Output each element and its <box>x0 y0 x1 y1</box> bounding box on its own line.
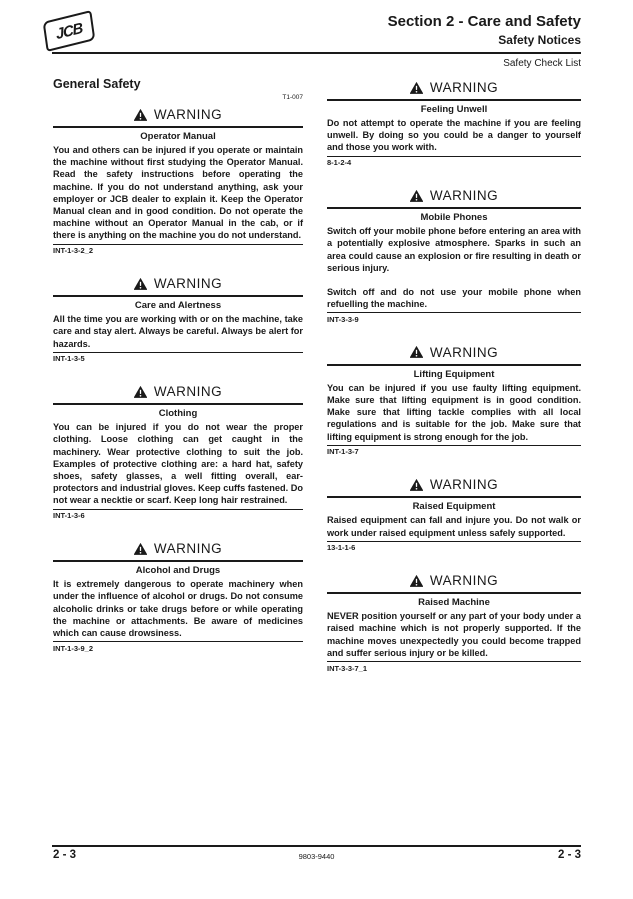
breadcrumb: Safety Check List <box>503 58 581 69</box>
warning-triangle-icon <box>410 82 423 94</box>
page-number-right: 2 - 3 <box>557 849 581 861</box>
warning-code: INT-1-3-9_2 <box>53 641 303 653</box>
warning-triangle-icon <box>410 346 423 358</box>
warning-label: WARNING <box>429 80 499 95</box>
warning-label: WARNING <box>429 344 499 360</box>
warning-label: WARNING <box>429 477 499 493</box>
figure-reference: T1-007 <box>282 94 303 101</box>
warning-section-clothing <box>53 380 303 520</box>
warning-title: Lifting Equipment <box>413 368 495 380</box>
warning-triangle-icon <box>134 386 147 398</box>
warning-section-lifting-equipment <box>327 341 581 457</box>
warning-section-raised-machine <box>327 569 581 672</box>
warning-body: Do not attempt to operate the machine if you are feeling unwell. By doing so you could be a danger to yourself and those you work with. <box>327 118 581 153</box>
warning-triangle-icon <box>410 190 423 202</box>
publication-number: 9803-9440 <box>298 852 335 861</box>
warning-triangle-icon <box>410 479 423 491</box>
warning-body-2: Switch off and do not use your mobile phone when refuelling the machine. <box>327 286 581 310</box>
warning-header <box>53 272 303 295</box>
warning-body: NEVER position yourself or any part of your body under a raised machine which is not properly supported. If the machine moves unexpectedly you could become trapped and suffer serious injury or be killed. <box>327 611 581 658</box>
warning-section-raised-equipment <box>327 473 581 552</box>
warning-section-operator-manual <box>53 103 303 255</box>
warning-header <box>327 184 581 207</box>
warning-label: WARNING <box>153 107 223 122</box>
page-title: General Safety <box>53 77 141 91</box>
warning-section-care-and-alertness <box>53 272 303 363</box>
warning-header <box>53 380 303 403</box>
warning-triangle-icon <box>134 543 147 555</box>
warning-body: You and others can be injured if you operate or maintain the machine without first studying the Operator Manual. Read the safety instructions before operating the machine. If you do not understand anything, ask your employer or JCB dealer to explain it. Keep the Operator Manual clean and in good condition. Do not operate the machine without an Operator Manual in the cab, or if there is anything on the machine you do not understand. <box>53 145 303 241</box>
page-number-left: 2 - 3 <box>53 849 77 861</box>
warning-body: You can be injured if you use faulty lifting equipment. Make sure that lifting equipment is in good condition. Make sure that lifting tackle complies with all local regulations and is suitable for the job. Make sure that lifting equipment is strong enough for the job. <box>327 382 581 442</box>
warning-code: INT-1-3-6 <box>53 509 303 521</box>
warning-triangle-icon <box>410 575 423 587</box>
section-subtitle: Safety Notices <box>498 33 581 47</box>
warning-header <box>327 76 581 99</box>
warning-triangle-icon <box>134 109 147 121</box>
warning-title: Feeling Unwell <box>420 104 488 115</box>
warning-code: 8-1-2-4 <box>327 156 581 168</box>
warning-code: INT-1-3-5 <box>53 352 303 364</box>
header-divider <box>52 52 581 54</box>
warning-body: All the time you are working with or on the machine, take care and stay alert. Always be careful. Always be alert for hazards. <box>53 314 303 349</box>
warning-body: You can be injured if you do not wear the proper clothing. Loose clothing can get caught in the machinery. Wear protective clothing to suit the job. Examples of protective clothing are: a hard hat, safety shoes, safety glasses, a well fitting overall, ear-protectors and industrial gloves. Keep cuffs fastened. Do not wear a necktie or scarf. Keep long hair restrained. <box>53 422 303 506</box>
warning-section-alcohol-and-drugs <box>53 537 303 653</box>
content-columns <box>53 76 581 690</box>
warning-title: Alcohol and Drugs <box>135 565 221 577</box>
warning-header <box>53 103 303 126</box>
section-title: Section 2 - Care and Safety <box>387 13 581 30</box>
warning-code: 13-1-1-6 <box>327 541 581 553</box>
warning-label: WARNING <box>429 573 499 589</box>
warning-body: Switch off your mobile phone before entering an area with a potentially explosive atmosphere. Sparks in such an area could cause an explosion or fire resulting in death or serious injury. <box>327 226 581 273</box>
warning-title: Operator Manual <box>140 131 216 142</box>
warning-title: Care and Alertness <box>134 300 222 312</box>
warning-title: Clothing <box>158 408 198 420</box>
warning-header <box>53 537 303 560</box>
warning-triangle-icon <box>134 278 147 290</box>
warning-title: Raised Equipment <box>412 501 496 513</box>
warning-header <box>327 341 581 364</box>
warning-code: INT-3-3-7_1 <box>327 661 581 673</box>
warning-header <box>327 473 581 496</box>
left-column <box>53 76 303 690</box>
warning-section-feeling-unwell <box>327 76 581 167</box>
warning-code: INT-1-3-7 <box>327 445 581 457</box>
warning-header <box>327 569 581 592</box>
warning-body: It is extremely dangerous to operate machinery when under the influence of alcohol or drugs. Do not consume alcoholic drinks or take drugs before or while operating the machine or attachments. Be aware of medicines which can cause drowsiness. <box>53 579 303 638</box>
warning-label: WARNING <box>429 188 499 204</box>
footer-divider <box>52 845 581 847</box>
warning-title: Mobile Phones <box>420 212 488 224</box>
page-header <box>388 13 581 48</box>
jcb-logo-text: JCB <box>54 19 84 43</box>
warning-label: WARNING <box>153 384 223 400</box>
warning-label: WARNING <box>153 276 223 292</box>
warning-title: Raised Machine <box>418 597 490 609</box>
warning-code: INT-1-3-2_2 <box>53 244 303 256</box>
warning-section-mobile-phones <box>327 184 581 324</box>
warning-body: Raised equipment can fall and injure you. Do not walk or work under raised equipment unless safely supported. <box>327 515 581 538</box>
warning-code: INT-3-3-9 <box>327 312 581 324</box>
jcb-logo <box>43 10 96 52</box>
right-column <box>327 76 581 690</box>
warning-label: WARNING <box>153 541 223 557</box>
